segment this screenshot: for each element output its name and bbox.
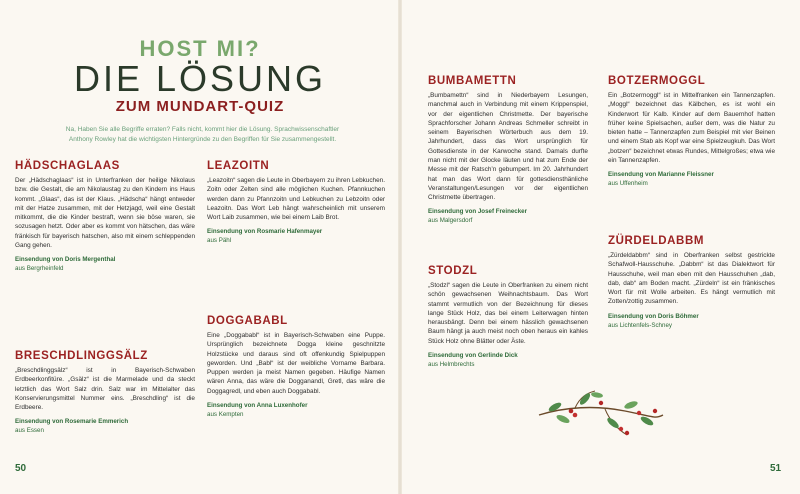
sender-name: Einsendung von Doris Mergenthal — [15, 256, 116, 264]
sender-name: Einsendung von Marianne Fleissner — [608, 171, 714, 179]
entry-text: „Breschdlinggsälz“ ist in Bayerisch-Schwaben Erdbeerkonfitüre. „Gsälz“ ist die Marmelade und da steckt letztlich das Wort Salz drin. Salz war im Mittelalter das Konservierungsmittel Nummer eins. „Breschdling“ ist die Erdbeere. — [15, 367, 195, 412]
sender-place: aus Malgersdorf — [428, 217, 473, 225]
title-die-loesung: DIE LÖSUNG — [73, 58, 327, 99]
entry-title: STODZL — [428, 265, 478, 277]
entry-text: Ein „Botzermoggl“ ist in Mittelfranken ein Tannenzapfen. „Moggl“ bezeichnet das Kälbchen, es ist wohl ein Kinderwort für Kalb. Kinder auf dem Bauernhof hatten früher keine Spielsachen, außer dem, was die Natur zu bieten hatte – Tannenzapfen zum Beispiel mit vier Beinen und einem Stab als Kopf war eine Spielzeugkuh. Das Wort „botzen“ bezeichnet etwas Rundes, Mittelgroßes; etwa wie ein Tannenzapfen. — [608, 92, 775, 164]
sender-place: aus Kempten — [207, 410, 244, 418]
entry-sender — [15, 418, 195, 436]
entry-title: BRESCHDLINGGSÄLZ — [15, 350, 148, 362]
entry-sender — [608, 313, 775, 331]
sender-place: aus Essen — [15, 427, 44, 435]
intro-text: Na, Haben Sie alle Begriffe erraten? Falls nicht, kommt hier die Lösung. Sprachwissenschaftler Anthony Rowley hat die wichtigsten Hintergründe zu den Begriffen für Sie zusammengestellt. — [65, 126, 340, 144]
entry-text: „Stodzl“ sagen die Leute in Oberfranken zu einem nicht schön gewachsenen Weihnachtsbaum. Das Wort stammt vermutlich von der Bezeichnung für dieses lange Stück Holz, das bei einem Leiterwagen hinten herausbängt. Denn bei einem hässlich gewachsenen Baum hängt ja auch meist noch oben heraus ein kahles Stück Holz ohne Blätter oder Äste. — [428, 282, 588, 345]
title-host-mi: HOST MI? — [139, 36, 261, 61]
sender-name: Einsendung von Josef Freinecker — [428, 208, 528, 216]
entry-doggababl — [207, 315, 385, 420]
sender-place: aus Bergrheinfeld — [15, 265, 64, 273]
entry-title: BOTZERMOGGL — [608, 75, 706, 87]
sender-place: aus Uffenheim — [608, 180, 648, 188]
entry-text: „Zürdeldabbm“ sind in Oberfranken selbst gestrickte Schafwoll-Hausschuhe. „Dabbm“ ist das Dialektwort für Hausschuhe, weil man eben mit den Hausschuhen „dab, dab, dab“ am Boden macht. „Zürdeln“ ist ein fränkisches Wort für mit Wolle arbeiten. Es hängt vermutlich mit Zotten/zottig zusammen. — [608, 252, 775, 306]
entry-title: LEAZOITN — [207, 160, 270, 172]
entry-sender — [207, 402, 385, 420]
entry-title: HÄDSCHAGLAAS — [15, 160, 120, 172]
sender-place: aus Pähl — [207, 237, 232, 245]
sender-name: Einsendung von Anna Luxenhofer — [207, 401, 308, 409]
sender-name: Einsendung von Rosemarie Emmerich — [15, 418, 129, 426]
page-number-right: 51 — [770, 463, 782, 474]
entry-text: Der „Hädschaglaas“ ist in Unterfranken der heilige Nikolaus bzw. die Gestalt, die am Nikolaustag zu den Kindern ins Haus kommt. „Glaas“, das ist der Klaus. „Hädscha“ hängt entweder mit der Hatze zusammen, mit der Hetzjagd, weil eine Gestalt mitkommt, die die Kinder bestraft, wenn sie böse waren, sie sozusagen hetzt. Oder aber es kommt von hätschen, das wäre fränkisch für bayerisch hatschen, also mit einem schleppenden Gang gehen. — [15, 177, 195, 249]
entry-haedschaglaas — [15, 160, 195, 274]
entry-sender — [428, 208, 588, 226]
sender-name: Einsendung von Doris Böhmer — [608, 312, 699, 320]
sender-name: Einsendung von Gerlinde Dick — [428, 351, 518, 359]
sender-name: Einsendung von Rosmarie Hafenmayer — [207, 228, 323, 236]
entry-sender — [428, 352, 588, 370]
mistletoe-branch-icon — [535, 385, 665, 445]
entry-title: ZÜRDELDABBM — [608, 235, 705, 247]
entry-botzermoggl — [608, 75, 775, 189]
entry-text: „Bumbamettn“ sind in Niederbayern Lesungen, manchmal auch in Verbindung mit einem Krippenspiel, vor der eigentlichen Christmette. Der bayerische Sprachforscher Johann Andreas Schmeller schreibt in seinem Bayerischen Wörterbuch aus dem 19. Jahrhundert, dass das Wort ursprünglich für Gottesdienste in der Karwoche stand. Damals durfte man nicht mit der Glocke läuten und hat zum Ende der Messe mit der Ratsch’n gebumpert. Im 20. Jahrhundert hat man das Wort dann für gottesdiensthänliche Veranstaltungen/Lesungen vor der eigentlichen Christmette übertragen. — [428, 92, 588, 202]
entry-text: Eine „Doggababl“ ist in Bayerisch-Schwaben eine Puppe. Ursprünglich bezeichnete Dogga kleine geschnitzte Holzstücke und daraus sind oft offenkundig Spielpuppen geworden. Und „Babl“ ist der weibliche Vorname Barbara. Puppen werden ja meist Namen gegeben. Häufige Namen wären Anna, das wäre die Dogganandl, Gretl, das wäre die Doggagredl, und eben auch Doggababl. — [207, 332, 385, 395]
entry-breschdlinggsaelz — [15, 350, 195, 436]
entry-bumbamettn — [428, 75, 588, 226]
entry-title: BUMBAMETTN — [428, 75, 517, 87]
entry-text: „Leazoitn“ sagen die Leute in Oberbayern zu ihren Lebkuchen. Zoitn oder Zelten sind alle möglichen Kuchen. Pfannkuchen werden dann zu Pfannzoitn und Lebkuchen zu Lebzoitn oder Leazoitn. Das Wort Leb hängt wahrscheinlich mit unserem Wort Laib zusammen, wie bei einem Laib Brot. — [207, 177, 385, 222]
entry-title: DOGGABABL — [207, 315, 288, 327]
entry-sender — [15, 256, 195, 274]
entry-stodzl — [428, 265, 588, 370]
page-number-left: 50 — [15, 463, 27, 474]
entry-leazoitn — [207, 160, 385, 246]
title-mundart-quiz: ZUM MUNDART-QUIZ — [115, 98, 285, 115]
entry-zuerdeldabbm — [608, 235, 775, 331]
sender-place: aus Lichtenfels-Schney — [608, 321, 672, 329]
entry-sender — [207, 228, 385, 246]
sender-place: aus Helmbrechts — [428, 360, 475, 368]
entry-sender — [608, 171, 775, 189]
